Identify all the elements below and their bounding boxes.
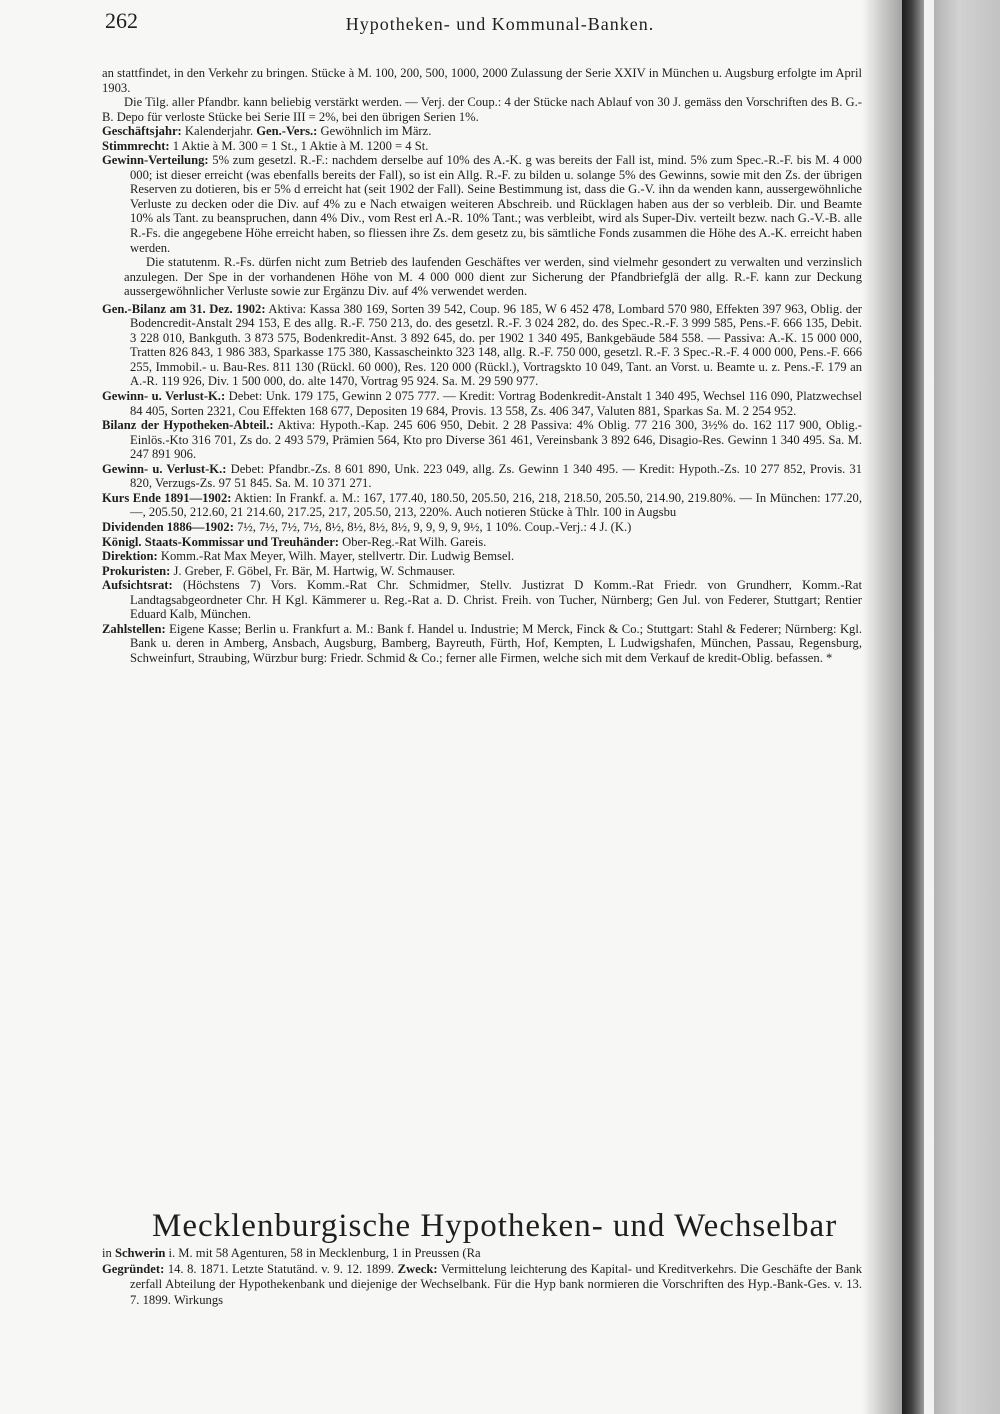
genvers-text: Gewöhnlich im März. [320,124,432,139]
statut-paragraph: Die statutenm. R.-Fs. dürfen nicht zum Betrieb des laufenden Geschäftes ver werden, sind vielmehr gesondert zu verwalten und verzinslich anzulegen. Der Spe in der vorhandenen Höhe von M. 4 000 000 dient zur Sicherung der Pfandbriefglä der allg. R.-F. kann zur Deckung aussergewöhnlicher Verluste sowie zur Ergänzu Div. auf 4% verwendet werden. [124,255,862,299]
tilgung-paragraph: Die Tilg. aller Pfandbr. kann beliebig verstärkt werden. — Verj. der Coup.: 4 der Stücke nach Ablauf von 30 J. gemäss den Vorschriften des B. G.-B. Depo für verloste Stücke bei Serie III = 2%, bei den übrigen Serien 1%. [102,95,862,124]
gewinn-verlust-text: Debet: Unk. 179 175, Gewinn 2 075 777. — Kredit: Vortrag Bodenkredit-Anstalt 1 340 495, Wechsel 116 090, Platzwechsel 84 405, Sorten 2321, Cou Effekten 168 677, Depositen 19 684, Provis. 13 558, Zs. 406 347, Valuten 881, Sparkas Sa. M. 2 254 952. [130,389,862,418]
direktion-label: Direktion: [102,549,158,564]
book-spine [902,0,1000,1414]
gen-bilanz-text: Aktiva: Kassa 380 169, Sorten 39 542, Coup. 96 185, W 6 452 478, Lombard 570 980, Effekten 397 963, Oblig. der Bodencredit-Anstalt 294 153, E des allg. R.-F. 750 213, do. des gesetzl. R.-F. 3 024 282, do. des Spec.-R.-F. 3 999 585, Pens.-F. 666 135, Debit. 3 228 010, Bankguth. 3 873 575, Bodenkredit-Anst. 3 892 645, do. per 1902 1 340 495, Bankgebäude 584 558. — Passiva: A.-K. 15 000 000, Tratten 826 843, 1 986 383, Sparkasse 175 380, Kassascheinkto 323 148, allg. R.-F. 750 000, gesetzl. R.-F. 3 Spec.-R.-F. 4 000 000, Pens.-F. 666 255, Immobil.- u. Bau-Res. 811 130 (Rückl. 60 000), Res. 120 000 (Rückl.), Vortragskto 10 049, Tant. an Vorst. u. Beamte u. z. Pens.-F. 179 an A.-R. 119 926, Div. 1 500 000, do. alte 1470, Vortrag 95 924. Sa. M. 29 590 977. [130,301,862,389]
gegruendet-text: 14. 8. 1871. Letzte Statutänd. v. 9. 12. 1899. [167,1261,395,1276]
gewinn-verlust-2-text: Debet: Pfandbr.-Zs. 8 601 890, Unk. 223 049, allg. Zs. Gewinn 1 340 495. — Kredit: Hypoth.-Zs. 10 277 852, Provis. 31 820, Verzugs-Zs. 97 51 845. Sa. M. 10 371 271. [130,461,862,491]
location-place: Schwerin [114,1246,166,1260]
dividenden-paragraph [102,520,862,535]
aufsichtsrat-label: Aufsichtsrat: [102,578,173,593]
aufsichtsrat-text: (Höchstens 7) Vors. Komm.-Rat Chr. Schmidmer, Stellv. Justizrat D Komm.-Rat Friedr. von Grundherr, Komm.-Rat Landtagsabgeordneter Chr. H Kgl. Kämmerer u. Reg.-Rat a. D. Christ. Freih. von Tucher, Nürnberg; Gen Jul. von Federer, Stuttgart; Rentier Eduard Kalb, München. [130,578,862,622]
staatskommissar-label: Königl. Staats-Kommissar und Treuhänder: [102,534,339,549]
zweck-label: Zweck: [397,1261,438,1276]
prokuristen-line [102,564,862,579]
hypotheken-bilanz-label: Bilanz der Hypotheken-Abteil.: [102,418,274,433]
gen-bilanz-label: Gen.-Bilanz am 31. Dez. 1902: [102,301,266,316]
gegruendet-paragraph [102,1262,862,1309]
gewinn-verlust-label: Gewinn- u. Verlust-K.: [102,389,226,404]
stimmrecht-line [102,139,862,154]
intro-paragraph: an stattfindet, in den Verkehr zu bringen. Stücke à M. 100, 200, 500, 1000, 2000 Zulassung der Serie XXIV in München u. Augsburg erfolgte im April 1903. [102,66,862,95]
entry-body [102,66,862,665]
gewinn-verlust-2-label: Gewinn- u. Verlust-K.: [102,461,227,476]
gewinn-verteilung-paragraph [102,153,862,255]
hypotheken-bilanz-text: Aktiva: Hypoth.-Kap. 245 606 950, Debit. 2 28 Passiva: 4% Oblig. 77 216 300, 3½% do. 162 117 900, Oblig.-Einlös.-Kto 316 701, Zs do. 2 493 579, Prämien 564, Kto pro Diverse 361 461, Vereinsbank 3 892 646, Disagio-Res. Gewinn 1 340 495. Sa. M. 247 891 906. [130,418,862,462]
geschaeftsjahr-line [102,124,862,139]
spine-highlight [924,0,934,1414]
dividenden-label: Dividenden 1886—1902: [102,519,234,534]
hypotheken-bilanz-paragraph [102,418,862,462]
stimmrecht-label: Stimmrecht: [102,138,170,153]
prokuristen-label: Prokuristen: [102,563,171,578]
section-heading: Mecklenburgische Hypotheken- und Wechselbar [152,1208,838,1244]
direktion-line [102,549,862,564]
kurs-text: Aktien: In Frankf. a. M.: 167, 177.40, 180.50, 205.50, 216, 218, 218.50, 205.50, 214.90, 219.80%. — In München: 177.20, —, 205.50, 212.60, 21 214.60, 217.25, 217, 205.50, 213, 220%. Auch notieren Stücke à Thlr. 100 in Augsbu [130,490,862,520]
zahlstellen-label: Zahlstellen: [102,621,166,636]
page-number: 262 [105,8,138,33]
kurs-paragraph [102,491,862,520]
direktion-text: Komm.-Rat Max Meyer, Wilh. Mayer, stellvertr. Dir. Ludwig Bemsel. [160,549,515,564]
gewinn-verteilung-text: 5% zum gesetzl. R.-F.: nachdem derselbe auf 10% des A.-K. g was bereits der Fall ist, mind. 5% zum Spec.-R.-F. bis M. 4 000 000; ist dieser erreicht (was ebenfalls bereits der Fall), so ist ein Allg. R.-F. zu bilden u. solange 5% des Gewinns, sowie mit den Zs. der übrigen Reserven zu dotieren, bis er 5% d erreicht hat (seit 1902 der Fall). Seine Bestimmung ist, dass die G.-V. ihn da wenden kann, aussergewöhnliche Verluste zu decken oder die Div. auf 4% zu e Nach etwaigen weiteren Abschreib. und Rücklagen haben aus der so verbleib. Dir. und Beamte 10% als Tant. zu beanspruchen, dann 4% Div., vom Rest erl A.-R. 10% Tant.; was verbleibt, wird als Super-Div. verteilt bezw. nach G.-V.-B. alle R.-Fs. die angegebene Höhe erreicht haben, so fliessen ihre Zs. dem gesetz zu, bis sämtliche Fonds zusammen die Höhe des A.-K. erreicht haben werden. [130,153,862,255]
gewinn-verteilung-label: Gewinn-Verteilung: [102,153,209,168]
gegruendet-label: Gegründet: [102,1261,165,1276]
binding-shadow [862,0,902,1414]
gewinn-verlust-paragraph [102,389,862,418]
dividenden-text: 7½, 7½, 7½, 7½, 8½, 8½, 8½, 8½, 9, 9, 9, 9, 9½, 1 10%. Coup.-Verj.: 4 J. (K.) [237,519,632,534]
genvers-label: Gen.-Vers.: [256,124,318,139]
location-prefix: in [102,1246,112,1260]
geschaeftsjahr-text: Kalenderjahr. [184,124,254,139]
location-line [102,1246,862,1262]
stimmrecht-text: 1 Aktie à M. 300 = 1 St., 1 Aktie à M. 1200 = 4 St. [172,138,429,153]
staatskommissar-line [102,535,862,550]
staatskommissar-text: Ober-Reg.-Rat Wilh. Gareis. [342,534,487,549]
gen-bilanz-paragraph [102,302,862,389]
section-body [102,1246,862,1308]
zahlstellen-text: Eigene Kasse; Berlin u. Frankfurt a. M.: Bank f. Handel u. Industrie; M Merck, Finck & Co.; Stuttgart: Stahl & Federer; Nürnberg: Kgl. Bank u. deren in Amberg, Ansbach, Augsburg, Bamberg, Bayreuth, Fürth, Hof, Kempten, L Ludwigshafen, München, Passau, Regensburg, Schweinfurt, Straubing, Würzbur burg: Friedr. Schmid & Co.; ferner alle Firmen, welche sich mit dem Verkauf de kredit-Oblig. befassen. * [130,621,862,665]
page-header [105,8,895,48]
zahlstellen-paragraph [102,622,862,666]
gewinn-verlust-2-paragraph [102,462,862,491]
kurs-label: Kurs Ende 1891—1902: [102,490,232,505]
geschaeftsjahr-label: Geschäftsjahr: [102,124,182,139]
running-head: Hypotheken- und Kommunal-Banken. [345,14,655,34]
prokuristen-text: J. Greber, F. Göbel, Fr. Bär, M. Hartwig, W. Schmauser. [173,563,456,578]
aufsichtsrat-paragraph [102,578,862,622]
zweck-text: Vermittelung leichterung des Kapital- und Kreditverkehrs. Die Geschäfte der Bank zerfall Abteilung der Hypothekenbank und diejenige der Wechselbank. Für die Hyp bank normieren die Vorschriften des Hyp.-Bank-Ges. v. 13. 7. 1899. Wirkungs [130,1261,862,1307]
location-text: i. M. mit 58 Agenturen, 58 in Mecklenburg, 1 in Preussen (Ra [168,1246,481,1260]
